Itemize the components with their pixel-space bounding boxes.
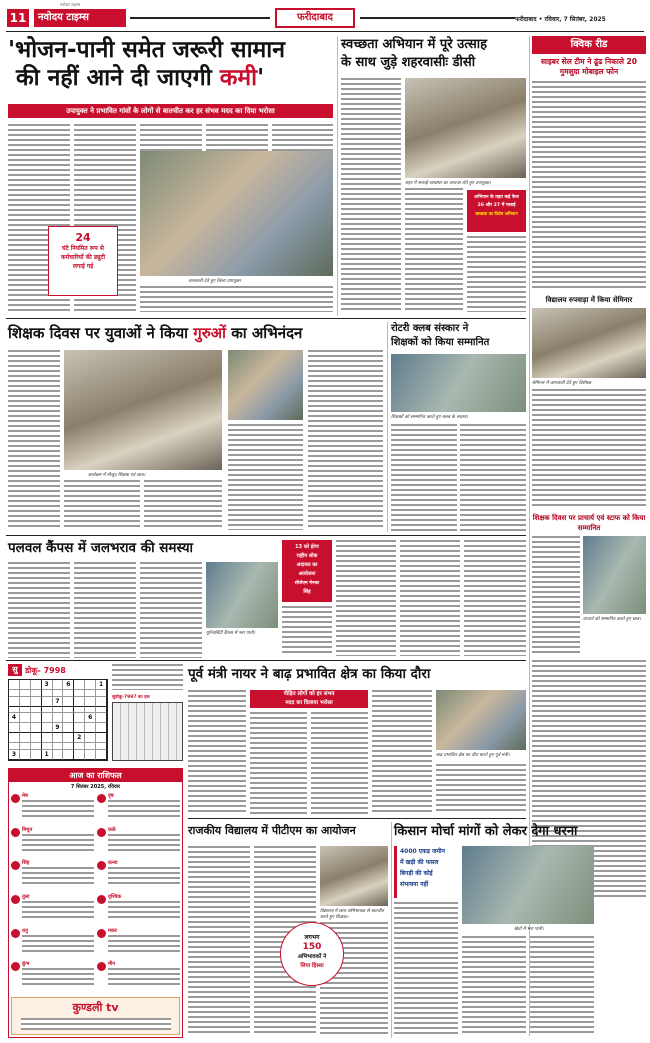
clean-headline-line1: स्वच्छता अभियान में पूरे उत्साह (341, 37, 487, 52)
kisan-box-line: संभावना नहीं (400, 881, 429, 888)
pta-circle (280, 922, 344, 986)
sudoku-cell (9, 697, 20, 707)
horoscope-sign-text (108, 834, 180, 854)
callout-line: घंटे नियमित रूप से (62, 245, 104, 252)
column-divider (337, 36, 338, 316)
masthead-rule-right (360, 17, 515, 19)
horoscope-sign-name: कन्या (108, 860, 118, 867)
sudoku-cell: 7 (53, 697, 64, 707)
palwal-body-col3 (140, 562, 202, 658)
sudoku-cell: 3 (9, 750, 20, 760)
lok-adalat-line: 13 को होगा (295, 544, 319, 550)
kisan-body-col2 (462, 936, 526, 1036)
sudoku-cell (63, 713, 74, 723)
sudoku-cell (42, 707, 53, 714)
sudoku-cell (42, 733, 53, 743)
sudoku-cell: 9 (53, 723, 64, 733)
lead-photo (140, 151, 333, 276)
page-number: 11 (7, 9, 29, 27)
sudoku-cell (9, 680, 20, 690)
lok-adalat-line: अदालत का (296, 562, 318, 568)
sudoku-cell (96, 733, 107, 743)
horoscope-sign-name: वृश्चिक (108, 893, 122, 900)
sudoku-cell (31, 743, 42, 750)
lead-body-col6 (140, 286, 333, 312)
sudoku-cell (53, 707, 64, 714)
rotary-body-col1 (391, 424, 457, 534)
horoscope-sign-name: सिंह (22, 860, 30, 867)
horoscope-sign (11, 860, 94, 892)
callout-number: 24 (75, 231, 91, 244)
horoscope-sign (97, 961, 180, 993)
sudoku-cell (85, 680, 96, 690)
kisan-photo-caption: खेतों में भरा पानी। (514, 927, 544, 932)
lok-adalat-body-col3 (400, 540, 460, 656)
palwal-body-col1 (8, 562, 70, 658)
sudoku-cell (96, 723, 107, 733)
horoscope-sign (11, 928, 94, 960)
sudoku-cell (9, 690, 20, 697)
sudoku-cell (9, 743, 20, 750)
sudoku-cell (20, 697, 31, 707)
lead-callout (48, 226, 118, 296)
sudoku-cell (74, 680, 85, 690)
zodiac-icon (97, 794, 106, 803)
column-divider-3 (391, 822, 392, 1038)
sudoku-grid (8, 679, 108, 761)
kisan-story (394, 822, 646, 1038)
nair-body-col3 (311, 712, 368, 814)
sudoku-cell (42, 697, 53, 707)
sudoku-cell (74, 743, 85, 750)
teachers-headline-part: शिक्षक दिवस पर युवाओं ने किया (8, 324, 194, 342)
sudoku-cell (20, 743, 31, 750)
quick-read-photo2-caption: प्राचार्य को सम्मानित करते हुए छात्र। (583, 617, 641, 622)
sudoku-cell (74, 697, 85, 707)
horoscope-sign-text (22, 800, 94, 820)
pta-circle-line: अभिभावकों ने (297, 954, 327, 960)
sudoku-cell (85, 690, 96, 697)
nair-box-line: पीड़ित लोगों को हर संभव (283, 691, 335, 697)
masthead-bottom-rule (6, 31, 644, 32)
sudoku-cell (31, 713, 42, 723)
rotary-headline-line2: शिक्षकों को किया सम्मानित (391, 337, 490, 348)
lead-headline-part: की नहीं आने दी जाएगी (16, 65, 220, 91)
nair-photo (436, 690, 526, 750)
kisan-body-col3 (530, 936, 594, 1036)
sudoku-cell (63, 697, 74, 707)
sudoku-cell (74, 750, 85, 760)
sudoku-cell (74, 690, 85, 697)
horoscope-sign-text (108, 968, 180, 988)
clean-body-col3 (467, 236, 526, 312)
callout-line: लगाई गई (72, 263, 94, 270)
rotary-story (391, 322, 526, 532)
masthead (0, 0, 650, 34)
quick-read-body (532, 81, 646, 291)
zodiac-icon (11, 929, 20, 938)
horoscope-sign (97, 928, 180, 960)
clean-photo-caption: शहर में सफाई व्यवस्था का जायजा लेते हुए उपायुक्त। (405, 181, 491, 186)
sudoku-cell (85, 743, 96, 750)
top-strip-text: नवोदय टाइम्स (60, 2, 81, 7)
pta-headline: राजकीय विद्यालय में पीटीएम का आयोजन (188, 824, 356, 837)
sudoku-title: डोकू- 7998 (25, 665, 66, 675)
horoscope-sign (11, 827, 94, 859)
teachers-headline-highlight: गुरुओं (193, 324, 226, 342)
pta-circle-number: 150 (302, 942, 322, 952)
callout-line: कर्मचारियों की ड्यूटी (60, 254, 106, 261)
sudoku-cell (53, 680, 64, 690)
nair-body-col4 (372, 690, 432, 814)
sudoku-cell (53, 733, 64, 743)
sudoku-cell (74, 723, 85, 733)
pta-story (188, 822, 388, 1038)
quick-read-photo (532, 308, 646, 378)
clean-box-line: स्वच्छता का विशेष अभियान (475, 211, 518, 216)
kisan-box-line: में खड़ी की फसल (400, 859, 439, 866)
section-rule-2 (6, 535, 526, 536)
quick-read-label: क्विक रीड (532, 36, 646, 54)
nair-headline: पूर्व मंत्री नायर ने बाढ़ प्रभावित क्षेत्र का किया दौरा (188, 666, 431, 682)
column-divider-2 (387, 322, 388, 532)
teachers-body-col5 (308, 350, 383, 530)
section-rule (6, 318, 526, 319)
quick-read-photo2 (583, 536, 646, 614)
teachers-body-col1 (8, 350, 60, 530)
teachers-body-col2 (64, 480, 140, 530)
sudoku-cell (63, 723, 74, 733)
lead-deck: उपायुक्त ने प्रभावित गांवों के लोगों से बातचीत कर हर संभव मदद का दिया भरोसा (8, 104, 333, 118)
clean-body-col1 (341, 78, 401, 312)
rotary-photo (391, 354, 526, 412)
lok-adalat-line: राष्ट्रीय लोक (296, 553, 318, 559)
sudoku-cell (42, 743, 53, 750)
pta-circle-line: लगभग (304, 934, 320, 941)
horoscope-block (8, 768, 183, 1038)
section-rule-3 (6, 660, 526, 661)
section-rule-4 (188, 818, 526, 819)
horoscope-sign-name: मीन (108, 961, 116, 968)
teachers-photo-small (228, 350, 303, 420)
sudoku-cell (74, 707, 85, 714)
sudoku-cell (20, 750, 31, 760)
sudoku-cell (31, 697, 42, 707)
sudoku-cell (85, 707, 96, 714)
horoscope-sign-name: तुला (22, 893, 30, 900)
kisan-body-col1 (394, 902, 458, 1036)
horoscope-sign (11, 894, 94, 926)
sudoku-cell (20, 723, 31, 733)
zodiac-icon (11, 962, 20, 971)
zodiac-icon (11, 828, 20, 837)
horoscope-sign (97, 793, 180, 825)
sudoku-cell (53, 750, 64, 760)
clean-box-line: अभियान के तहत कई फेज (474, 195, 519, 200)
palwal-headline: पलवल कैंपस में जलभराव की समस्या (8, 540, 194, 556)
sudoku-cell (31, 680, 42, 690)
clean-highlight-box (467, 190, 526, 232)
sudoku-cell (63, 743, 74, 750)
nair-box (250, 690, 368, 708)
horoscope-sign (11, 793, 94, 825)
lead-headline-line2 (8, 64, 333, 92)
sudoku-block (8, 664, 183, 764)
sudoku-cell (85, 723, 96, 733)
pta-body-col1 (188, 846, 250, 1036)
clean-photo (405, 78, 526, 178)
sudoku-cell: 4 (9, 713, 20, 723)
zodiac-icon (11, 895, 20, 904)
horoscope-sign-name: मकर (108, 927, 117, 934)
zodiac-icon (97, 962, 106, 971)
teachers-story (8, 322, 383, 532)
kisan-box-line: बिगड़ी की कोई (400, 870, 433, 877)
teachers-photo (64, 350, 222, 470)
sudoku-answer-grid (112, 702, 183, 761)
sudoku-cell (20, 690, 31, 697)
sudoku-cell (85, 750, 96, 760)
zodiac-icon (97, 895, 106, 904)
zodiac-icon (97, 828, 106, 837)
lead-headline-line1: 'भोजन-पानी समेत जरूरी सामान (8, 37, 286, 63)
rotary-headline-line1: रोटरी क्लब संस्कार ने (391, 323, 469, 334)
kisan-photo (462, 846, 594, 924)
horoscope-sign (97, 860, 180, 892)
nair-story (188, 664, 526, 814)
quick-read-body3 (532, 536, 580, 656)
horoscope-sign-text (108, 800, 180, 820)
lead-story (8, 36, 333, 316)
horoscope-sign-name: कर्क (108, 826, 116, 833)
clean-box-line: 26 और 27 में चलाई (477, 203, 516, 208)
sudoku-cell (20, 680, 31, 690)
horoscope-sign-name: वृष (108, 793, 114, 799)
horoscope-sign-text (22, 968, 94, 988)
horoscope-sign-name: मिथुन (22, 826, 33, 833)
clean-body-col2 (405, 188, 463, 312)
zodiac-icon (97, 929, 106, 938)
horoscope-sign-text (108, 901, 180, 921)
lok-adalat-box (282, 540, 332, 602)
pta-photo (320, 846, 388, 906)
horoscope-advert (11, 997, 180, 1035)
zodiac-icon (97, 861, 106, 870)
sudoku-cell: 3 (42, 680, 53, 690)
pta-photo-caption: विद्यालय में छात्र अभिभावक से बातचीत करते हुए शिक्षक। (320, 909, 384, 920)
palwal-photo (206, 562, 278, 628)
horoscope-sign (97, 827, 180, 859)
advert-text (21, 1018, 171, 1030)
horoscope-signs (11, 793, 180, 993)
teachers-body-col3 (144, 480, 222, 530)
sudoku-cell: 6 (63, 680, 74, 690)
nair-body-col5 (436, 764, 526, 814)
lead-headline-highlight: कमी (219, 65, 258, 91)
sudoku-cell (96, 707, 107, 714)
sudoku-cell (53, 743, 64, 750)
paper-name: नवोदय टाइम्स (34, 9, 126, 27)
dateline: फरीदाबाद • रविवार, 7 सितंबर, 2025 (515, 16, 606, 23)
lok-adalat-body-col2 (336, 540, 396, 656)
horoscope-sign-text (108, 867, 180, 887)
lead-photo-caption: जानकारी देते हुए जिला उपायुक्त (188, 279, 241, 284)
sudoku-cell (96, 713, 107, 723)
quick-read-headline: साइबर सेल टीम ने ढूंढ निकाले 20 गुमशुदा मोबाइल फोन (540, 57, 637, 76)
quick-read-body2 (532, 389, 646, 509)
horoscope-sign-text (22, 901, 94, 921)
sudoku-cell (85, 697, 96, 707)
lok-adalat-body-col4 (464, 540, 526, 656)
quick-read-subhead: विद्यालय रुपवाड़ा में किया सेमिनार (545, 296, 633, 304)
palwal-photo-caption: यूनिवर्सिटी कैंपस में भरा पानी। (206, 631, 256, 636)
clean-story (341, 36, 526, 316)
sudoku-cell (42, 713, 53, 723)
sudoku-cell (31, 733, 42, 743)
sudoku-cell (42, 690, 53, 697)
sudoku-cell (96, 743, 107, 750)
lok-adalat-line: आयोजनः (298, 571, 316, 577)
nair-body-col1 (188, 690, 246, 814)
sudoku-cell (31, 723, 42, 733)
sudoku-cell (63, 750, 74, 760)
sudoku-label: सु (8, 664, 22, 676)
sudoku-cell (31, 750, 42, 760)
lok-adalat-body-col1 (282, 606, 332, 656)
nair-body-col2 (250, 712, 307, 814)
teachers-headline (8, 322, 383, 344)
sudoku-instructions (112, 664, 183, 690)
kisan-headline: किसान मोर्चा मांगों को लेकर देगा धरना (394, 824, 578, 839)
quick-read-photo-caption: सेमिनार में जानकारी देते हुए विशेषज्ञ (532, 381, 591, 386)
sudoku-cell (96, 750, 107, 760)
teachers-photo-caption: कार्यक्रम में मौजूद शिक्षक एवं छात्र। (88, 473, 146, 478)
horoscope-sign-name: धनु (22, 927, 28, 934)
sudoku-cell (63, 707, 74, 714)
sudoku-cell (31, 690, 42, 697)
horoscope-date: 7 सितंबर 2025, रविवार (70, 784, 121, 790)
lok-adalat-line: सिंह (303, 589, 311, 595)
masthead-rule-left (130, 17, 270, 19)
advert-logo: कुण्डली tv (72, 1001, 119, 1014)
sudoku-cell (20, 707, 31, 714)
quick-read-subhead2: शिक्षक दिवस पर प्राचार्य एवं स्टाफ को किया सम्मानित (532, 514, 646, 532)
sudoku-cell (20, 713, 31, 723)
sudoku-answer-title: सुडोकू-7997 का हल (112, 695, 150, 700)
horoscope-sign-text (22, 867, 94, 887)
horoscope-sign-text (22, 834, 94, 854)
horoscope-sign-name: कुंभ (22, 961, 30, 968)
palwal-body-col2 (74, 562, 136, 658)
section-name: फरीदाबाद (275, 8, 355, 28)
sudoku-cell (74, 713, 85, 723)
kisan-box-line: 4000 एकड़ जमीन (400, 848, 445, 855)
sudoku-cell (63, 690, 74, 697)
horoscope-sign (11, 961, 94, 993)
sudoku-cell: 2 (74, 733, 85, 743)
pta-circle-line: लिया हिस्सा (300, 963, 324, 969)
sudoku-cell (53, 690, 64, 697)
sudoku-cell: 1 (42, 750, 53, 760)
nair-photo-caption: बाढ़ प्रभावित क्षेत्र का दौरा करते हुए पूर्व मंत्री। (436, 753, 510, 758)
sudoku-cell: 1 (96, 680, 107, 690)
sudoku-cell (85, 733, 96, 743)
sudoku-cell (20, 733, 31, 743)
nair-box-line: मदद का दिलाया भरोसा (285, 700, 333, 706)
horoscope-sign-name: मेष (22, 793, 28, 799)
kisan-box (394, 846, 458, 898)
sudoku-cell (9, 733, 20, 743)
sudoku-cell (96, 690, 107, 697)
sudoku-cell (42, 723, 53, 733)
sudoku-cell (31, 707, 42, 714)
sudoku-cell (9, 723, 20, 733)
rotary-body-col2 (460, 424, 526, 534)
zodiac-icon (11, 861, 20, 870)
teachers-headline-part: का अभिनंदन (226, 324, 303, 342)
sudoku-cell (96, 697, 107, 707)
lead-headline-quote: ' (257, 65, 265, 91)
clean-headline-line2: के साथ जुड़े शहरवासीः डीसी (341, 55, 476, 70)
rotary-photo-caption: शिक्षकों को सम्मानित करते हुए क्लब के सदस्य। (391, 415, 468, 420)
teachers-body-col4 (228, 424, 303, 530)
horoscope-sign (97, 894, 180, 926)
sudoku-cell: 6 (85, 713, 96, 723)
horoscope-sign-text (22, 935, 94, 955)
sudoku-cell (53, 713, 64, 723)
zodiac-icon (11, 794, 20, 803)
palwal-story (8, 538, 278, 658)
horoscope-title: आज का राशिफल (9, 769, 182, 782)
horoscope-sign-text (108, 935, 180, 955)
sudoku-cell (9, 707, 20, 714)
sudoku-cell (63, 733, 74, 743)
lok-adalat-line: सीजेएम मेनका (294, 581, 320, 586)
